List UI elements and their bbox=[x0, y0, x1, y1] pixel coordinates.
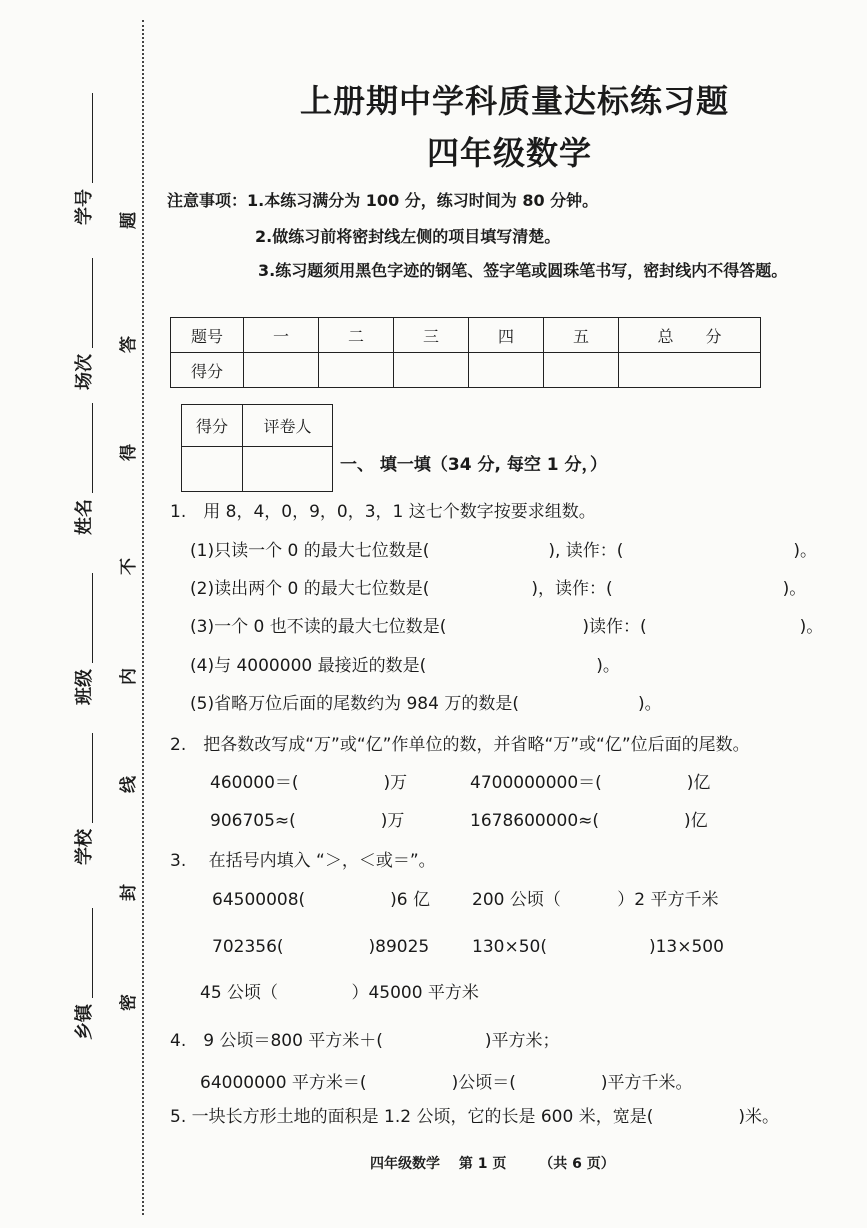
seal-char: 密 bbox=[119, 994, 139, 1011]
q1-part-5: (5)省略万位后面的尾数约为 984 万的数是( )。 bbox=[190, 694, 662, 714]
q1-part-2: (2)读出两个 0 的最大七位数是( )，读作：( )。 bbox=[190, 579, 807, 599]
page-title: 上册期中学科质量达标练习题 bbox=[300, 82, 730, 120]
page-subtitle: 四年级数学 bbox=[427, 134, 593, 172]
seal-char: 封 bbox=[119, 884, 139, 901]
q2-item-d: 1678600000≈( )亿 bbox=[470, 811, 708, 831]
seal-dotted-line bbox=[142, 20, 144, 1215]
field-school: 学校 bbox=[70, 733, 96, 865]
seal-char: 得 bbox=[119, 444, 139, 461]
q1-part-1: (1)只读一个 0 的最大七位数是( ), 读作：( )。 bbox=[190, 541, 818, 561]
notes-line-2: 2.做练习前将密封线左侧的项目填写清楚。 bbox=[255, 227, 561, 246]
q3-stem: 3. 在括号内填入 “＞，＜或＝”。 bbox=[170, 851, 436, 871]
grader-score-cell[interactable] bbox=[182, 447, 243, 492]
score-cell[interactable] bbox=[619, 353, 761, 388]
q1-part-4: (4)与 4000000 最接近的数是( )。 bbox=[190, 656, 620, 676]
score-header-cell: 三 bbox=[394, 318, 469, 353]
field-township: 乡镇 bbox=[70, 908, 96, 1040]
q3-item-e: 45 公顷（ ）45000 平方米 bbox=[200, 983, 479, 1003]
q1-stem: 1. 用 8，4，0，9，0，3，1 这七个数字按要求组数。 bbox=[170, 502, 596, 522]
field-name: 姓名 bbox=[70, 403, 96, 535]
score-cell[interactable] bbox=[244, 353, 319, 388]
seal-char: 不 bbox=[119, 558, 139, 575]
notes-line-1: 注意事项：1.本练习满分为 100 分，练习时间为 80 分钟。 bbox=[167, 191, 599, 210]
notes-line-3: 3.练习题须用黑色字迹的钢笔、签字笔或圆珠笔书写，密封线内不得答题。 bbox=[258, 261, 788, 280]
seal-char: 答 bbox=[119, 336, 139, 353]
q1-part-3: (3)一个 0 也不读的最大七位数是( )读作：( )。 bbox=[190, 617, 824, 637]
binding-strip bbox=[0, 0, 150, 1228]
score-header-cell: 总 分 bbox=[619, 318, 761, 353]
q3-item-d: 130×50( )13×500 bbox=[472, 937, 724, 957]
score-header-cell: 二 bbox=[319, 318, 394, 353]
section-1-title: 一、 填一填（34 分, 每空 1 分，） bbox=[340, 455, 608, 475]
q2-item-b: 4700000000＝( )亿 bbox=[470, 773, 711, 793]
score-header-cell: 题号 bbox=[171, 318, 244, 353]
q2-item-c: 906705≈( )万 bbox=[210, 811, 405, 831]
q4-stem: 4. 9 公顷＝800 平方米＋( )平方米； bbox=[170, 1031, 560, 1051]
field-student-id: 学号 bbox=[70, 93, 96, 225]
q5-stem: 5. 一块长方形土地的面积是 1.2 公顷，它的长是 600 米，宽是( )米。 bbox=[170, 1107, 779, 1127]
field-session: 场次 bbox=[70, 258, 96, 390]
q3-item-a: 64500008( )6 亿 bbox=[212, 890, 431, 910]
field-class: 班级 bbox=[70, 573, 96, 705]
seal-char: 内 bbox=[119, 668, 139, 685]
seal-char: 线 bbox=[119, 776, 139, 793]
q2-item-a: 460000＝( )万 bbox=[210, 773, 408, 793]
q2-stem: 2. 把各数改写成“万”或“亿”作单位的数，并省略“万”或“亿”位后面的尾数。 bbox=[170, 735, 750, 755]
q3-item-b: 200 公顷（ ）2 平方千米 bbox=[472, 890, 719, 910]
score-header-cell: 四 bbox=[469, 318, 544, 353]
grader-table bbox=[181, 404, 333, 492]
q3-item-c: 702356( )89025 bbox=[212, 937, 430, 957]
score-row-label: 得分 bbox=[171, 353, 244, 388]
score-cell[interactable] bbox=[544, 353, 619, 388]
score-header-cell: 一 bbox=[244, 318, 319, 353]
score-cell[interactable] bbox=[469, 353, 544, 388]
q4-line-2: 64000000 平方米＝( )公顷＝( )平方千米。 bbox=[200, 1073, 693, 1093]
score-header-cell: 五 bbox=[544, 318, 619, 353]
score-table bbox=[170, 317, 761, 388]
grader-score-header: 得分 bbox=[182, 405, 243, 447]
grader-name-cell[interactable] bbox=[243, 447, 333, 492]
page-footer: 四年级数学 第 1 页 （共 6 页） bbox=[370, 1156, 615, 1172]
grader-name-header: 评卷人 bbox=[243, 405, 333, 447]
score-cell[interactable] bbox=[319, 353, 394, 388]
score-cell[interactable] bbox=[394, 353, 469, 388]
seal-char: 题 bbox=[119, 212, 139, 229]
